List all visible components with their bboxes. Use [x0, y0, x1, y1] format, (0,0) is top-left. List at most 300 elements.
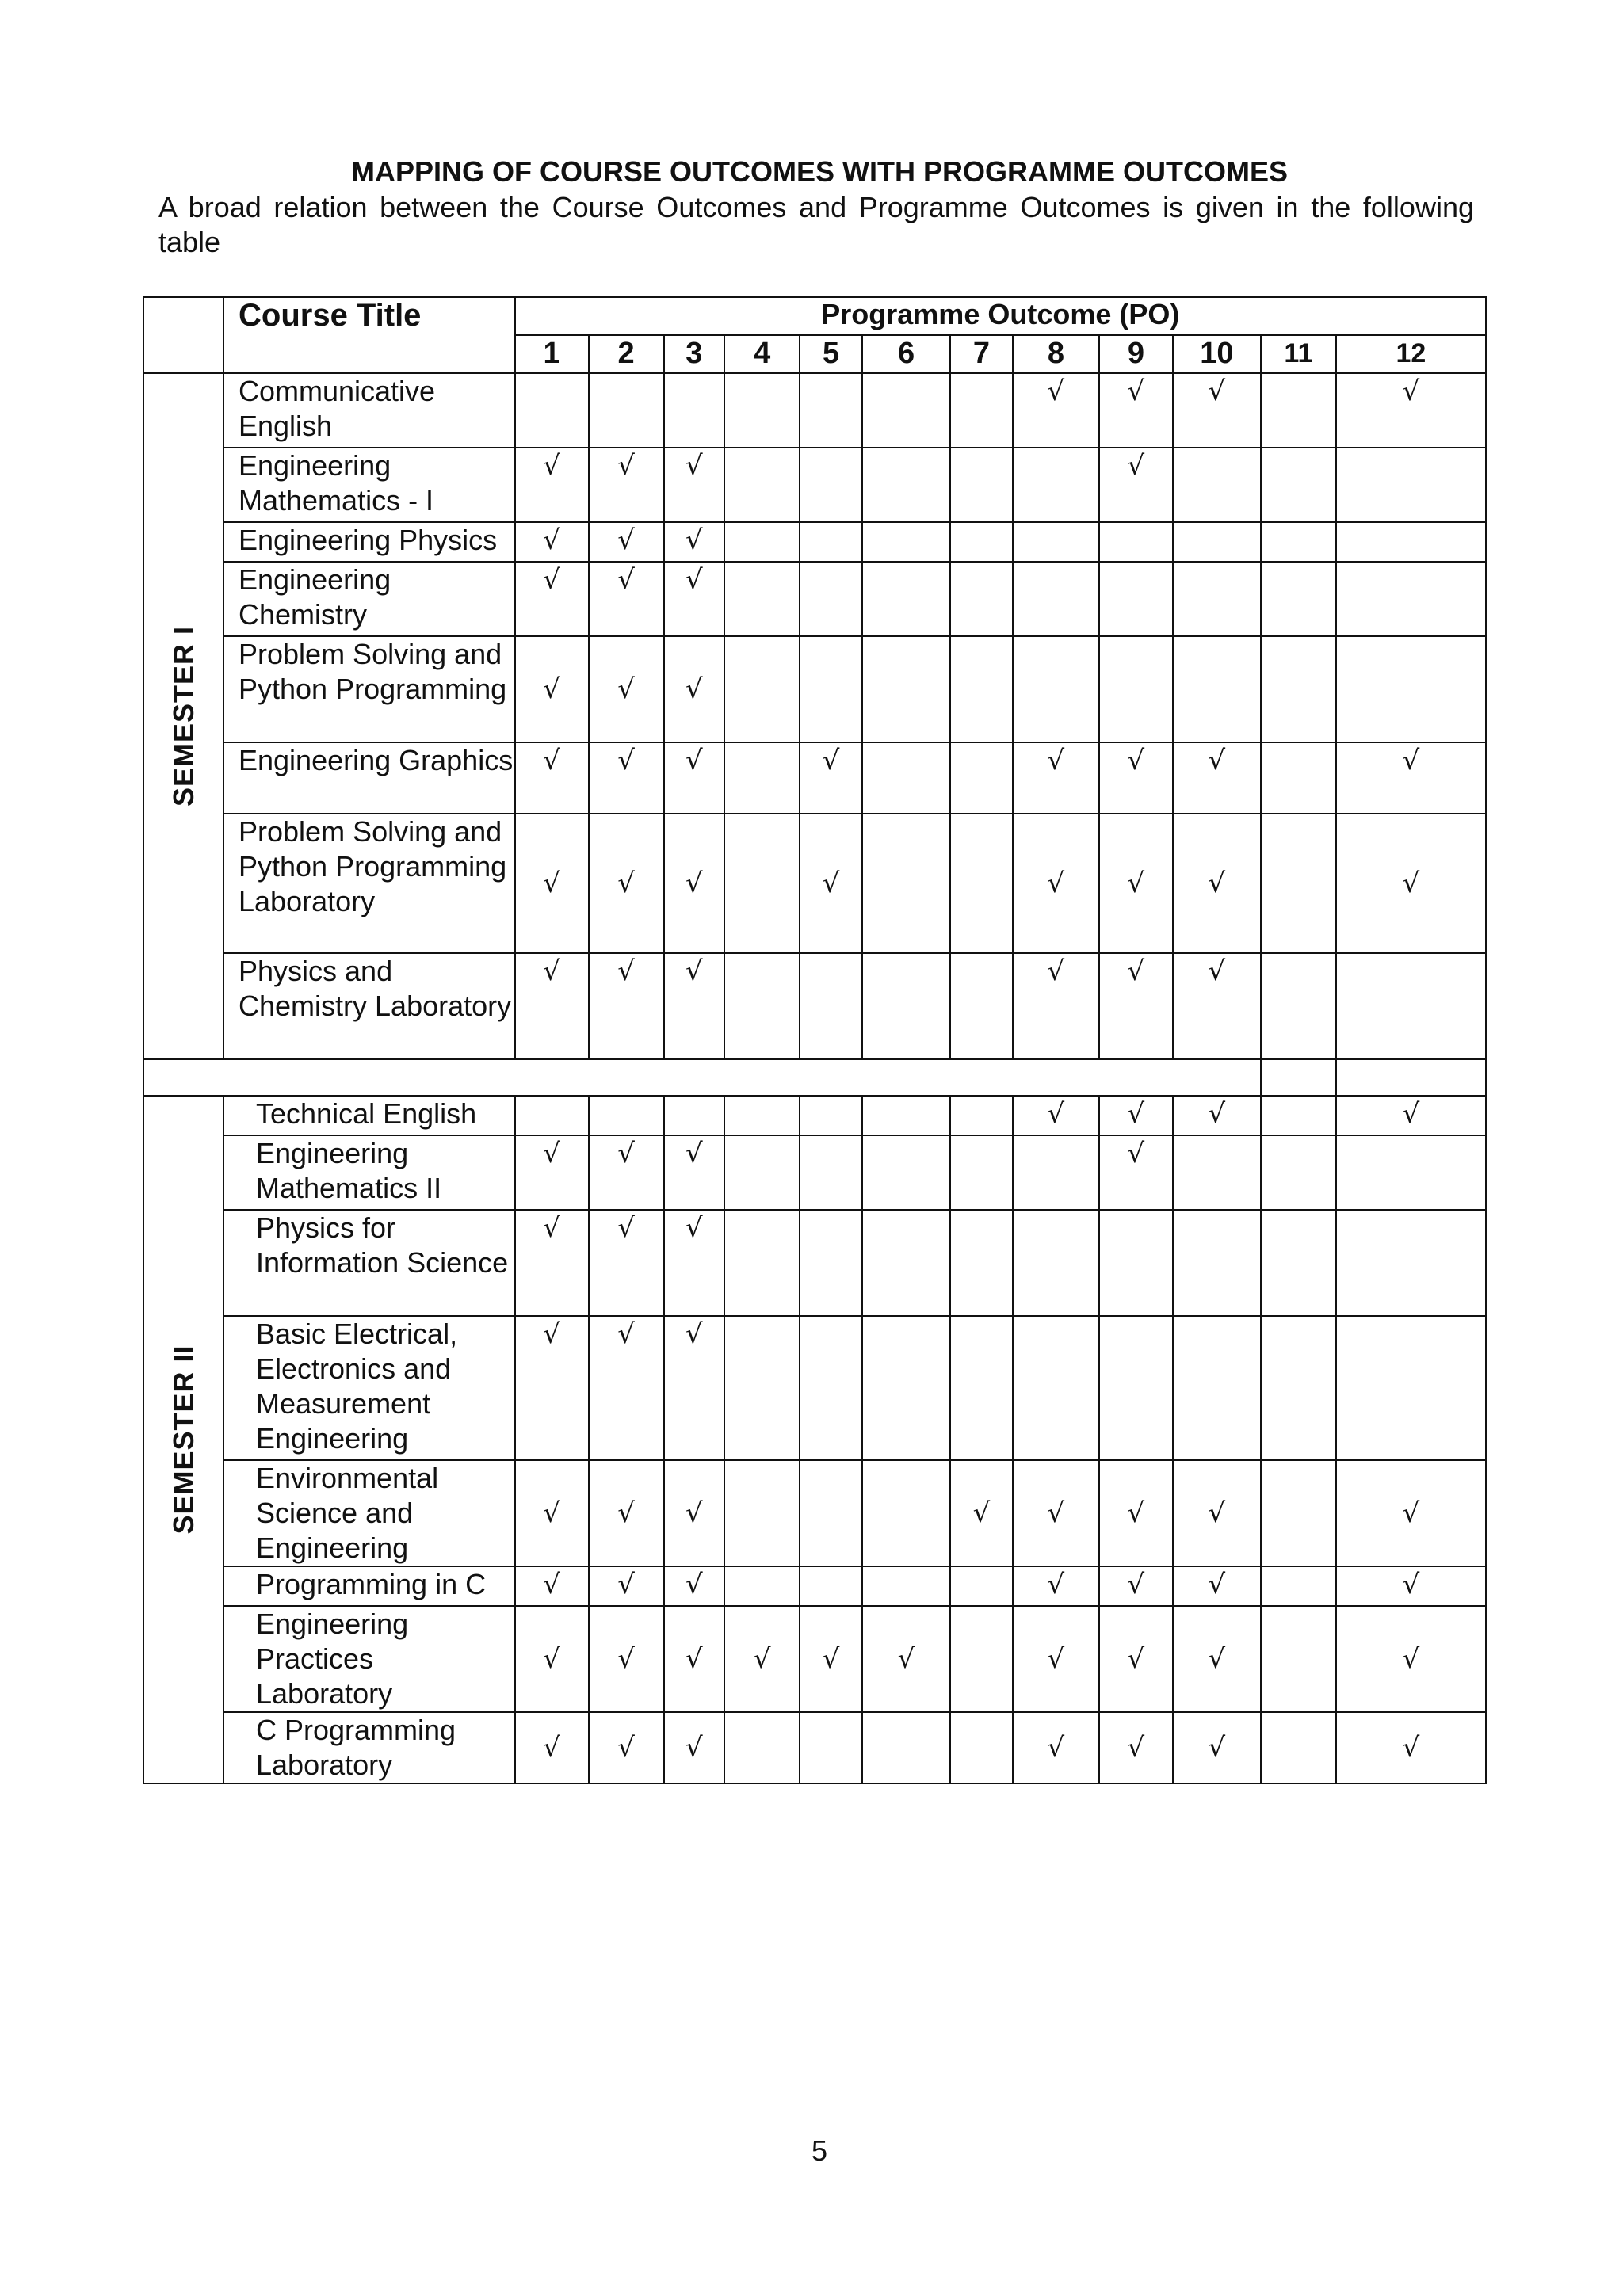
semester-label: SEMESTER I [166, 625, 200, 807]
po-cell [515, 1606, 589, 1712]
check-mark: √ [617, 1732, 635, 1764]
po-cell [950, 562, 1013, 636]
po-cell [589, 1135, 664, 1210]
table-row [143, 1460, 1486, 1566]
po-cell [1013, 1135, 1099, 1210]
po-cell [724, 448, 800, 522]
course-title-cell: Engineering Chemistry [223, 562, 515, 636]
po-cell [589, 1316, 664, 1460]
po-number-header: 1 [515, 335, 589, 373]
po-cell [950, 1606, 1013, 1712]
po-cell [589, 448, 664, 522]
po-cell [1013, 1316, 1099, 1460]
po-cell [1173, 636, 1261, 742]
po-cell [1336, 448, 1486, 522]
table-row [143, 1210, 1486, 1316]
po-cell [1261, 448, 1336, 522]
check-mark: √ [617, 868, 635, 899]
po-cell [1173, 373, 1261, 448]
po-cell [1013, 814, 1099, 953]
po-cell [515, 562, 589, 636]
po-cell [1099, 373, 1173, 448]
check-mark: √ [685, 955, 703, 987]
po-cell [589, 1606, 664, 1712]
po-cell [589, 953, 664, 1059]
po-cell [589, 1460, 664, 1566]
po-cell [664, 1712, 725, 1783]
po-cell [1173, 1210, 1261, 1316]
po-cell [1099, 448, 1173, 522]
po-cell [1173, 448, 1261, 522]
check-mark: √ [543, 1138, 560, 1169]
po-cell [1099, 742, 1173, 814]
po-cell [862, 1606, 950, 1712]
po-cell [862, 636, 950, 742]
po-cell [1013, 636, 1099, 742]
po-cell [800, 1135, 862, 1210]
po-cell [664, 1606, 725, 1712]
po-cell [724, 636, 800, 742]
po-cell [1336, 1460, 1486, 1566]
po-cell [1336, 1606, 1486, 1712]
po-cell [862, 1135, 950, 1210]
po-cell [950, 1135, 1013, 1210]
check-mark: √ [1402, 1497, 1420, 1529]
po-cell [800, 448, 862, 522]
po-number-header: 4 [724, 335, 800, 373]
po-cell [1336, 742, 1486, 814]
po-cell [1173, 1712, 1261, 1783]
po-cell [664, 814, 725, 953]
po-cell [724, 1210, 800, 1316]
po-cell [724, 814, 800, 953]
po-cell [1099, 1566, 1173, 1606]
po-cell [589, 814, 664, 953]
check-mark: √ [685, 745, 703, 776]
check-mark: √ [1208, 955, 1226, 987]
check-mark: √ [617, 564, 635, 596]
check-mark: √ [897, 1643, 915, 1675]
po-cell [664, 1316, 725, 1460]
po-cell [950, 1096, 1013, 1135]
check-mark: √ [1208, 1732, 1226, 1764]
check-mark: √ [543, 524, 560, 556]
po-number-header: 9 [1099, 335, 1173, 373]
check-mark: √ [617, 955, 635, 987]
po-cell [1261, 953, 1336, 1059]
check-mark: √ [1208, 1098, 1226, 1130]
po-cell [1013, 522, 1099, 562]
po-cell [1173, 814, 1261, 953]
po-cell [724, 1096, 800, 1135]
po-cell [800, 1566, 862, 1606]
table-row [143, 373, 1486, 448]
check-mark: √ [1402, 1098, 1420, 1130]
course-title-header: Course Title [223, 297, 515, 373]
po-cell [1013, 1566, 1099, 1606]
po-cell [1261, 373, 1336, 448]
table-row [143, 814, 1486, 953]
check-mark: √ [685, 1318, 703, 1350]
check-mark: √ [617, 524, 635, 556]
po-cell [1173, 1460, 1261, 1566]
course-title-cell: Engineering Mathematics - I [223, 448, 515, 522]
po-cell [664, 1210, 725, 1316]
check-mark: √ [617, 1212, 635, 1244]
check-mark: √ [1127, 1098, 1145, 1130]
po-cell [862, 742, 950, 814]
table-row [143, 1135, 1486, 1210]
check-mark: √ [617, 1497, 635, 1529]
intro-paragraph: A broad relation between the Course Outcomes and Programme Outcomes is given in the following table [158, 191, 1474, 258]
po-cell [862, 1566, 950, 1606]
course-title-cell: Basic Electrical, Electronics and Measurement Engineering [223, 1316, 515, 1460]
check-mark: √ [1127, 450, 1145, 482]
check-mark: √ [1047, 745, 1065, 776]
po-cell [1336, 814, 1486, 953]
po-cell [1013, 953, 1099, 1059]
header-corner-cell [143, 297, 223, 373]
course-title-cell: Communicative English [223, 373, 515, 448]
table-row [143, 562, 1486, 636]
check-mark: √ [1127, 1643, 1145, 1675]
po-cell [1336, 1135, 1486, 1210]
check-mark: √ [1127, 955, 1145, 987]
po-cell [1173, 1566, 1261, 1606]
po-cell [1013, 1210, 1099, 1316]
check-mark: √ [543, 1318, 560, 1350]
po-cell [1099, 562, 1173, 636]
table-row [143, 1566, 1486, 1606]
po-cell [1013, 448, 1099, 522]
po-cell [515, 953, 589, 1059]
po-cell [800, 1316, 862, 1460]
table-body [143, 373, 1486, 1783]
po-cell [664, 1460, 725, 1566]
po-cell [1336, 1210, 1486, 1316]
check-mark: √ [1127, 1138, 1145, 1169]
check-mark: √ [543, 1212, 560, 1244]
check-mark: √ [1047, 955, 1065, 987]
po-cell [800, 1606, 862, 1712]
check-mark: √ [822, 1643, 840, 1675]
course-title-cell: Problem Solving and Python Programming Laboratory [223, 814, 515, 953]
check-mark: √ [1127, 1569, 1145, 1600]
check-mark: √ [617, 450, 635, 482]
po-number-header: 11 [1261, 335, 1336, 373]
po-cell [862, 953, 950, 1059]
po-cell [664, 1135, 725, 1210]
po-cell [515, 742, 589, 814]
po-cell [1261, 1210, 1336, 1316]
po-cell [950, 448, 1013, 522]
po-cell [724, 373, 800, 448]
po-cell [862, 448, 950, 522]
course-title-cell: Physics and Chemistry Laboratory [223, 953, 515, 1059]
check-mark: √ [617, 1569, 635, 1600]
check-mark: √ [685, 524, 703, 556]
check-mark: √ [543, 1732, 560, 1764]
table-row [143, 953, 1486, 1059]
course-title-cell: C Programming Laboratory [223, 1712, 515, 1783]
check-mark: √ [1047, 868, 1065, 899]
po-cell [1261, 1316, 1336, 1460]
po-cell [589, 1566, 664, 1606]
po-cell [800, 742, 862, 814]
po-number-header: 8 [1013, 335, 1099, 373]
po-cell [862, 522, 950, 562]
check-mark: √ [685, 450, 703, 482]
check-mark: √ [685, 1643, 703, 1675]
po-cell [1173, 1316, 1261, 1460]
po-cell [1261, 1096, 1336, 1135]
po-cell [1261, 1712, 1336, 1783]
po-cell [1261, 1135, 1336, 1210]
course-title-cell: Environmental Science and Engineering [223, 1460, 515, 1566]
po-cell [1013, 1096, 1099, 1135]
check-mark: √ [1127, 1497, 1145, 1529]
po-cell [1336, 1712, 1486, 1783]
check-mark: √ [1208, 1643, 1226, 1675]
check-mark: √ [543, 1497, 560, 1529]
po-cell [1173, 522, 1261, 562]
po-cell [800, 522, 862, 562]
check-mark: √ [1047, 1569, 1065, 1600]
check-mark: √ [1208, 1569, 1226, 1600]
po-cell [724, 1316, 800, 1460]
po-cell [950, 1566, 1013, 1606]
po-cell [664, 373, 725, 448]
table-row [143, 636, 1486, 742]
po-cell [664, 953, 725, 1059]
po-cell [1099, 1316, 1173, 1460]
po-cell [800, 1210, 862, 1316]
po-cell [1261, 522, 1336, 562]
po-cell [950, 1316, 1013, 1460]
po-cell [1013, 373, 1099, 448]
check-mark: √ [543, 955, 560, 987]
course-title-cell: Engineering Mathematics II [223, 1135, 515, 1210]
table-row [143, 742, 1486, 814]
check-mark: √ [1127, 745, 1145, 776]
po-cell [664, 1566, 725, 1606]
po-cell [1099, 953, 1173, 1059]
po-cell [515, 814, 589, 953]
check-mark: √ [1208, 745, 1226, 776]
po-cell [515, 1712, 589, 1783]
po-cell [1099, 636, 1173, 742]
po-cell [1261, 636, 1336, 742]
po-cell [1099, 1096, 1173, 1135]
course-title-cell: Physics for Information Science [223, 1210, 515, 1316]
check-mark: √ [1047, 1732, 1065, 1764]
separator-cell [1336, 1059, 1486, 1096]
po-cell [515, 1460, 589, 1566]
po-cell [589, 373, 664, 448]
po-cell [515, 522, 589, 562]
po-cell [515, 448, 589, 522]
check-mark: √ [685, 1732, 703, 1764]
po-cell [800, 1096, 862, 1135]
po-number-header: 6 [862, 335, 950, 373]
po-cell [1336, 953, 1486, 1059]
po-cell [1336, 373, 1486, 448]
table-row [143, 1606, 1486, 1712]
po-cell [724, 1606, 800, 1712]
po-number-header: 3 [664, 335, 725, 373]
po-cell [1261, 1566, 1336, 1606]
po-cell [1261, 562, 1336, 636]
po-cell [950, 1460, 1013, 1566]
check-mark: √ [685, 1569, 703, 1600]
po-cell [950, 1712, 1013, 1783]
po-cell [664, 742, 725, 814]
po-cell [515, 636, 589, 742]
po-cell [800, 373, 862, 448]
check-mark: √ [1402, 745, 1420, 776]
po-cell [1013, 1606, 1099, 1712]
check-mark: √ [1402, 1643, 1420, 1675]
check-mark: √ [543, 745, 560, 776]
po-cell [724, 1460, 800, 1566]
check-mark: √ [543, 1643, 560, 1675]
po-cell [589, 1712, 664, 1783]
check-mark: √ [822, 868, 840, 899]
course-title-cell: Problem Solving and Python Programming [223, 636, 515, 742]
po-cell [664, 636, 725, 742]
po-cell [1099, 814, 1173, 953]
separator-cell [143, 1059, 1261, 1096]
course-title-cell: Technical English [223, 1096, 515, 1135]
check-mark: √ [1047, 1497, 1065, 1529]
po-cell [800, 636, 862, 742]
po-cell [1261, 814, 1336, 953]
po-cell [1099, 522, 1173, 562]
po-cell [862, 1096, 950, 1135]
semester-label: SEMESTER II [166, 1344, 200, 1535]
check-mark: √ [1047, 376, 1065, 407]
table-header [143, 297, 1486, 373]
po-cell [724, 742, 800, 814]
table-row [143, 1096, 1486, 1135]
po-number-header: 10 [1173, 335, 1261, 373]
po-cell [800, 562, 862, 636]
course-title-cell: Engineering Practices Laboratory [223, 1606, 515, 1712]
check-mark: √ [543, 673, 560, 705]
semester-cell [143, 1096, 223, 1783]
po-cell [1099, 1210, 1173, 1316]
po-cell [724, 522, 800, 562]
table-row [143, 1712, 1486, 1783]
po-cell [664, 1096, 725, 1135]
po-cell [589, 562, 664, 636]
check-mark: √ [972, 1497, 991, 1529]
check-mark: √ [617, 673, 635, 705]
course-title-cell: Engineering Graphics [223, 742, 515, 814]
po-cell [1336, 562, 1486, 636]
po-cell [1336, 522, 1486, 562]
po-group-header: Programme Outcome (PO) [515, 297, 1486, 335]
po-cell [1099, 1460, 1173, 1566]
table-row [143, 522, 1486, 562]
check-mark: √ [543, 450, 560, 482]
check-mark: √ [543, 868, 560, 899]
po-cell [724, 1566, 800, 1606]
po-cell [950, 814, 1013, 953]
page-number: 5 [811, 2134, 828, 2167]
check-mark: √ [1127, 1732, 1145, 1764]
po-cell [1261, 1460, 1336, 1566]
check-mark: √ [1402, 1569, 1420, 1600]
po-cell [724, 1135, 800, 1210]
po-cell [950, 636, 1013, 742]
po-cell [950, 373, 1013, 448]
check-mark: √ [1047, 1098, 1065, 1130]
po-cell [1173, 953, 1261, 1059]
po-cell [664, 562, 725, 636]
po-cell [589, 1096, 664, 1135]
course-title-cell: Programming in C [223, 1566, 515, 1606]
po-cell [589, 636, 664, 742]
po-cell [1173, 562, 1261, 636]
check-mark: √ [617, 1318, 635, 1350]
check-mark: √ [1208, 376, 1226, 407]
po-cell [664, 522, 725, 562]
po-cell [515, 1316, 589, 1460]
po-number-header: 12 [1336, 335, 1486, 373]
check-mark: √ [617, 1138, 635, 1169]
po-cell [724, 1712, 800, 1783]
po-cell [589, 1210, 664, 1316]
po-cell [589, 742, 664, 814]
po-cell [1099, 1135, 1173, 1210]
po-cell [800, 953, 862, 1059]
po-cell [1173, 1606, 1261, 1712]
check-mark: √ [617, 1643, 635, 1675]
check-mark: √ [1127, 376, 1145, 407]
po-cell [800, 1460, 862, 1566]
po-cell [950, 742, 1013, 814]
course-po-mapping-table [143, 296, 1487, 1784]
check-mark: √ [685, 1212, 703, 1244]
semester-separator-row [143, 1059, 1486, 1096]
check-mark: √ [1208, 868, 1226, 899]
po-cell [515, 1135, 589, 1210]
po-cell [862, 562, 950, 636]
po-cell [1013, 1460, 1099, 1566]
check-mark: √ [617, 745, 635, 776]
po-cell [515, 373, 589, 448]
po-cell [950, 522, 1013, 562]
check-mark: √ [822, 745, 840, 776]
po-cell [862, 1460, 950, 1566]
po-number-header: 7 [950, 335, 1013, 373]
po-cell [862, 373, 950, 448]
po-cell [1261, 1606, 1336, 1712]
table-row [143, 1316, 1486, 1460]
po-cell [950, 953, 1013, 1059]
po-cell [1013, 562, 1099, 636]
course-title-cell: Engineering Physics [223, 522, 515, 562]
check-mark: √ [685, 1497, 703, 1529]
po-cell [1336, 1316, 1486, 1460]
table-row [143, 448, 1486, 522]
po-cell [1099, 1712, 1173, 1783]
po-cell [950, 1210, 1013, 1316]
po-cell [1173, 1135, 1261, 1210]
check-mark: √ [685, 868, 703, 899]
check-mark: √ [1402, 868, 1420, 899]
